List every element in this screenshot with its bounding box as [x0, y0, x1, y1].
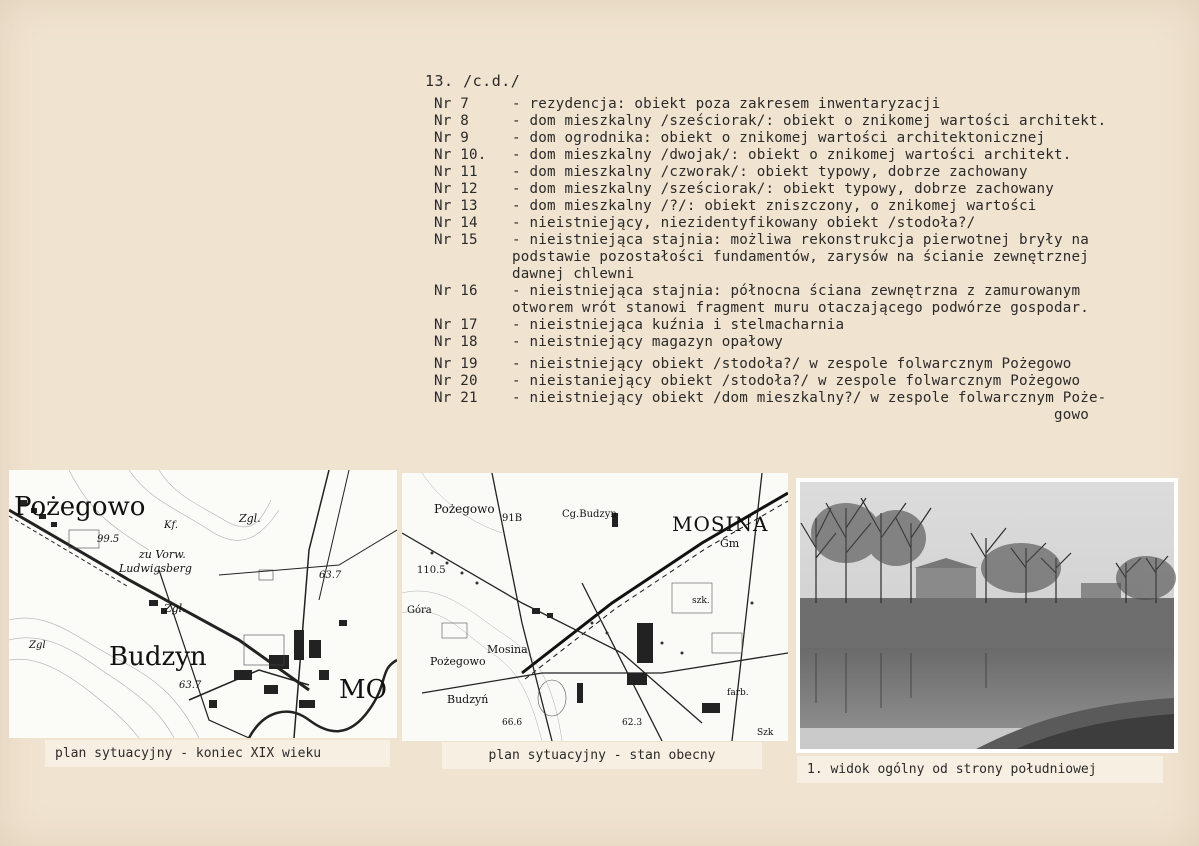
item-description: - dom mieszkalny /sześciorak/: obiekt o znikomej wartości architekt. — [512, 113, 1107, 129]
item-number: Nr 14 — [434, 215, 478, 231]
map-label: Zgl. — [164, 602, 186, 615]
item-number: Nr 16 — [434, 283, 478, 299]
current-map-caption: plan sytuacyjny - stan obecny — [442, 742, 762, 769]
map-label: 110.5 — [417, 565, 446, 576]
map-label: 66.6 — [502, 718, 523, 728]
item-description: - nieistniejąca stajnia: północna ściana zewnętrzna z zamurowanym — [512, 283, 1081, 299]
inventory-item — [434, 283, 1194, 300]
item-description: - dom ogrodnika: obiekt o znikomej wartości architektonicznej — [512, 130, 1046, 146]
item-description-continuation: otworem wrót stanowi fragment muru otaczającego podwórze gospodar. — [512, 300, 1089, 316]
inventory-item — [434, 147, 1194, 164]
item-number: Nr 7 — [434, 96, 469, 112]
map-label: 62.3 — [622, 718, 643, 728]
item-number: Nr 9 — [434, 130, 469, 146]
item-description: - nieistniejący obiekt /stodoła?/ w zespole folwarcznym Pożegowo — [512, 356, 1072, 372]
inventory-item — [434, 317, 1194, 334]
inventory-item — [434, 181, 1194, 198]
map-label: Kf. — [164, 520, 178, 531]
item-description: - dom mieszkalny /czworak/: obiekt typowy, dobrze zachowany — [512, 164, 1028, 180]
item-description: - nieistniejąca kuźnia i stelmacharnia — [512, 317, 845, 333]
map-label: Budzyn — [109, 642, 207, 672]
inventory-item — [434, 113, 1194, 130]
item-number: Nr 19 — [434, 356, 478, 372]
item-number: Nr 15 — [434, 232, 478, 248]
inventory-item — [434, 356, 1194, 373]
item-description: - dom mieszkalny /dwojak/: obiekt o znikomej wartości architekt. — [512, 147, 1072, 163]
map-label: Zgl. — [239, 512, 261, 525]
item-number: Nr 8 — [434, 113, 469, 129]
historic-situation-map — [9, 470, 397, 738]
inventory-item — [434, 164, 1194, 181]
item-number: Nr 12 — [434, 181, 478, 197]
item-description: - rezydencja: obiekt poza zakresem inwentaryzacji — [512, 96, 941, 112]
photo-caption: 1. widok ogólny od strony południowej — [797, 756, 1163, 783]
item-description: - dom mieszkalny /?/: obiekt zniszczony, o znikomej wartości — [512, 198, 1037, 214]
item-number: Nr 20 — [434, 373, 478, 389]
item-number: Nr 13 — [434, 198, 478, 214]
item-number: Nr 10. — [434, 147, 487, 163]
map-label: Pożegowo — [14, 492, 146, 522]
inventory-item — [434, 130, 1194, 147]
map-label: Mosina — [487, 643, 528, 656]
map-label: zu Vorw. — [139, 548, 186, 561]
item-description: - nieistniejący magazyn opałowy — [512, 334, 783, 350]
map-label: Zgl — [29, 640, 46, 651]
inventory-item — [434, 96, 1194, 113]
item-description-continuation: podstawie pozostałości fundamentów, zarysów na ścianie zewnętrznej — [512, 249, 1089, 265]
map-label: Ludwigsberg — [119, 562, 192, 575]
map-label: 63.7 — [319, 570, 342, 581]
item-description-continuation: dawnej chlewni — [512, 266, 635, 282]
item-description-continuation: gowo — [512, 407, 1089, 423]
item-description: - nieistniejący, niezidentyfikowany obiekt /stodoła?/ — [512, 215, 976, 231]
current-situation-map — [402, 473, 788, 741]
item-description: - nieistniejąca stajnia: możliwa rekonstrukcja pierwotnej bryły na — [512, 232, 1089, 248]
map-label: Góra — [407, 605, 432, 616]
map-label: MO — [339, 675, 387, 705]
section-header: 13. /c.d./ — [425, 72, 521, 90]
inventory-item — [434, 215, 1194, 232]
inventory-list — [434, 96, 1194, 424]
historic-map-caption: plan sytuacyjny - koniec XIX wieku — [45, 740, 390, 767]
map-label: Pożegowo — [434, 502, 495, 516]
inventory-item — [434, 334, 1194, 351]
map-label: szk. — [692, 596, 710, 606]
item-number: Nr 21 — [434, 390, 478, 406]
item-number: Nr 11 — [434, 164, 478, 180]
map-label: 91B — [502, 513, 523, 524]
map-label: 63.7 — [179, 680, 202, 691]
inventory-item — [434, 232, 1194, 249]
item-number: Nr 18 — [434, 334, 478, 350]
map-label: farb. — [727, 688, 749, 698]
map-label: Gm — [720, 537, 740, 550]
inventory-item — [434, 198, 1194, 215]
map-label: Szk — [757, 728, 774, 738]
inventory-item — [434, 390, 1194, 407]
inventory-item — [434, 373, 1194, 390]
map-label: Pożegowo — [430, 655, 486, 668]
item-number: Nr 17 — [434, 317, 478, 333]
map-label: MOSINA — [672, 512, 769, 536]
general-view-photo — [796, 478, 1178, 753]
map-label: Budzyń — [447, 693, 489, 706]
item-description: - nieistaniejący obiekt /stodoła?/ w zespole folwarcznym Pożegowo — [512, 373, 1081, 389]
map-label: 99.5 — [97, 534, 120, 545]
item-description: - dom mieszkalny /sześciorak/: obiekt typowy, dobrze zachowany — [512, 181, 1054, 197]
map-label: Cg.Budzyn — [562, 509, 617, 520]
item-description: - nieistniejący obiekt /dom mieszkalny?/ w zespole folwarcznym Poże- — [512, 390, 1107, 406]
